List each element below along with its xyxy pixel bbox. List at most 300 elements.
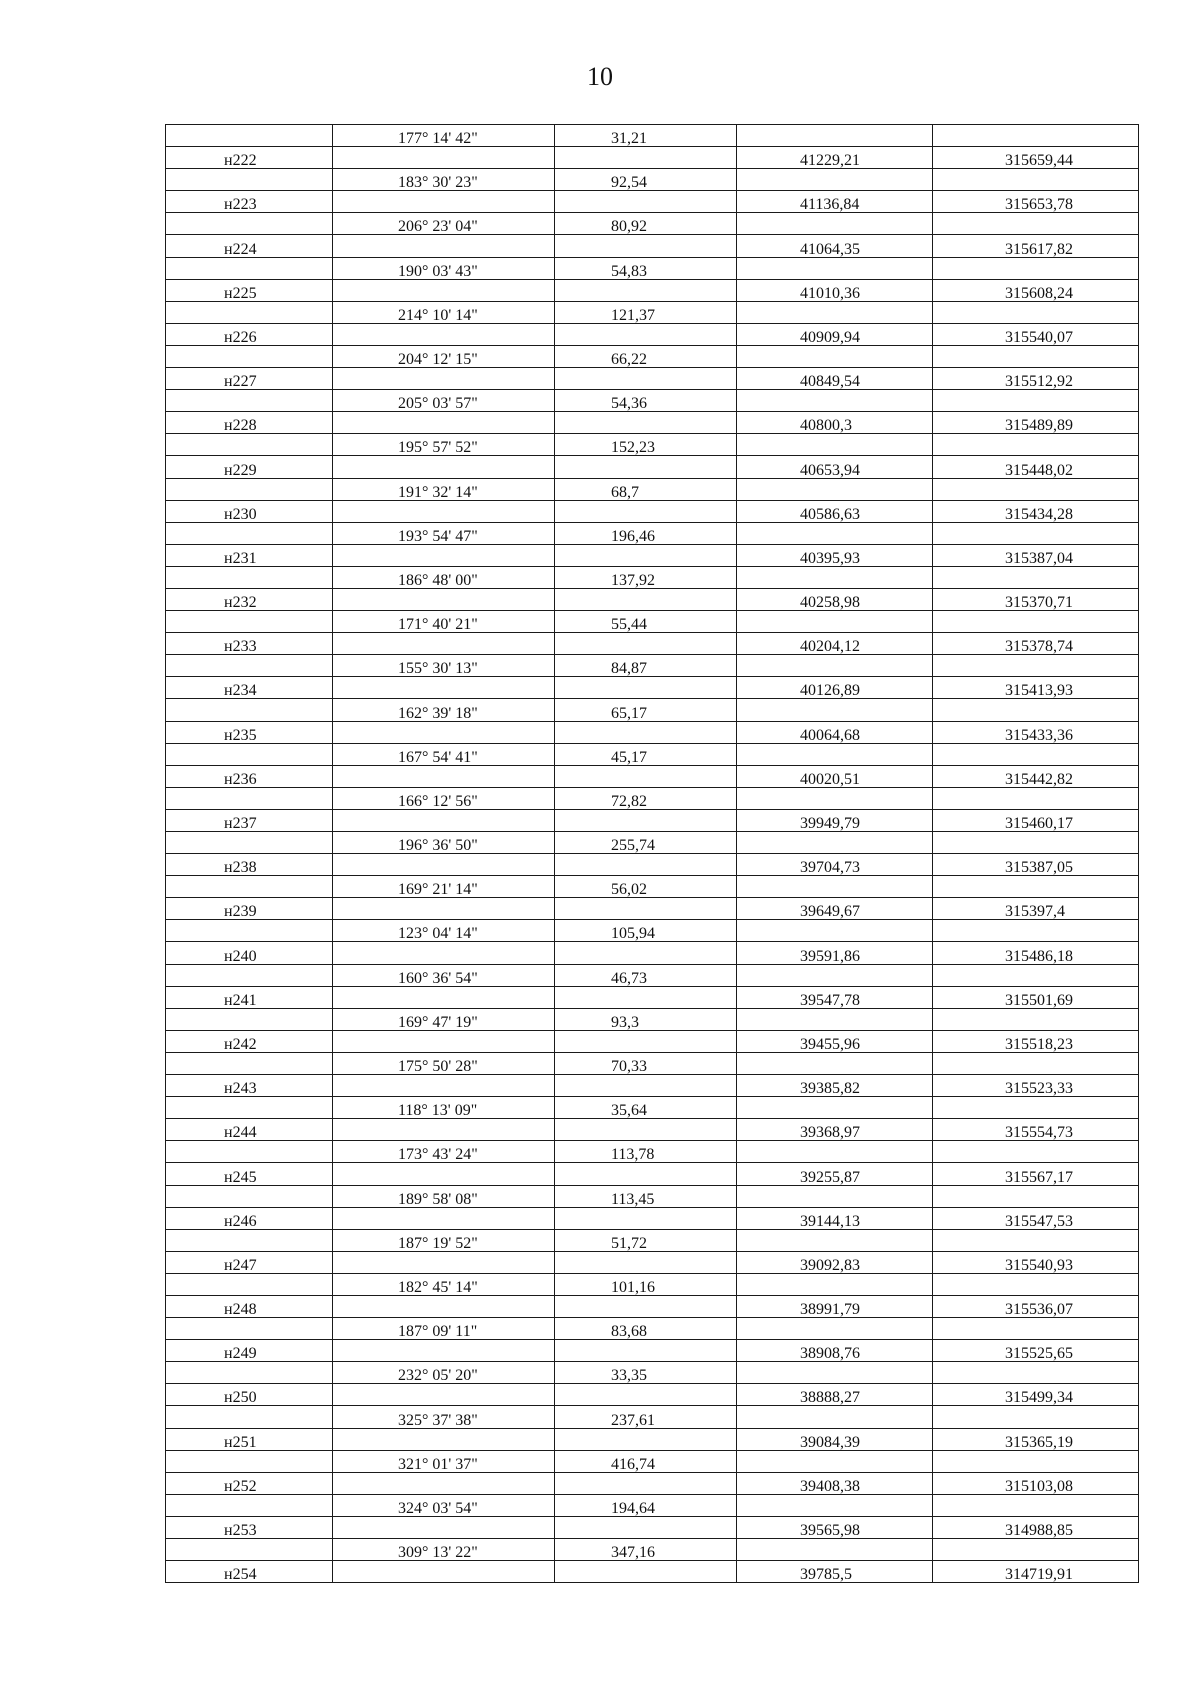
bearing-cell-empty: [333, 1384, 555, 1406]
point-name-cell: н237: [166, 809, 333, 831]
x-coordinate-cell: 39565,98: [737, 1516, 933, 1538]
distance-cell-empty: [555, 1472, 737, 1494]
point-cell-empty: [166, 1406, 333, 1428]
segment-row: [166, 920, 1139, 942]
point-cell-empty: [166, 1450, 333, 1472]
point-row: [166, 235, 1139, 257]
distance-cell-empty: [555, 1251, 737, 1273]
bearing-cell: 160° 36' 54": [333, 964, 555, 986]
distance-cell: 55,44: [555, 611, 737, 633]
x-cell-empty: [737, 390, 933, 412]
y-cell-empty: [933, 832, 1139, 854]
distance-cell-empty: [555, 588, 737, 610]
segment-row: [166, 832, 1139, 854]
bearing-cell: 214° 10' 14": [333, 301, 555, 323]
y-cell-empty: [933, 699, 1139, 721]
x-cell-empty: [737, 1097, 933, 1119]
bearing-cell-empty: [333, 412, 555, 434]
distance-cell-empty: [555, 854, 737, 876]
point-cell-empty: [166, 257, 333, 279]
x-cell-empty: [737, 1141, 933, 1163]
bearing-cell-empty: [333, 500, 555, 522]
segment-row: [166, 1052, 1139, 1074]
y-coordinate-cell: 315499,34: [933, 1384, 1139, 1406]
segment-row: [166, 1450, 1139, 1472]
y-cell-empty: [933, 743, 1139, 765]
bearing-cell: 205° 03' 57": [333, 390, 555, 412]
segment-row: [166, 257, 1139, 279]
bearing-cell: 123° 04' 14": [333, 920, 555, 942]
point-row: [166, 898, 1139, 920]
point-cell-empty: [166, 699, 333, 721]
point-name-cell: н249: [166, 1340, 333, 1362]
x-coordinate-cell: 41229,21: [737, 147, 933, 169]
distance-cell: 46,73: [555, 964, 737, 986]
bearing-cell-empty: [333, 1119, 555, 1141]
segment-row: [166, 1362, 1139, 1384]
point-cell-empty: [166, 434, 333, 456]
y-cell-empty: [933, 301, 1139, 323]
segment-row: [166, 1494, 1139, 1516]
distance-cell: 56,02: [555, 876, 737, 898]
y-coordinate-cell: 315489,89: [933, 412, 1139, 434]
y-coordinate-cell: 315370,71: [933, 588, 1139, 610]
y-cell-empty: [933, 1539, 1139, 1561]
y-coordinate-cell: 315518,23: [933, 1030, 1139, 1052]
y-cell-empty: [933, 566, 1139, 588]
y-cell-empty: [933, 1318, 1139, 1340]
bearing-cell: 191° 32' 14": [333, 478, 555, 500]
point-name-cell: н229: [166, 456, 333, 478]
x-cell-empty: [737, 655, 933, 677]
segment-row: [166, 1008, 1139, 1030]
point-row: [166, 588, 1139, 610]
x-coordinate-cell: 39144,13: [737, 1207, 933, 1229]
point-cell-empty: [166, 876, 333, 898]
distance-cell-empty: [555, 1516, 737, 1538]
y-coordinate-cell: 315397,4: [933, 898, 1139, 920]
distance-cell-empty: [555, 544, 737, 566]
point-row: [166, 1207, 1139, 1229]
bearing-cell-empty: [333, 1428, 555, 1450]
y-cell-empty: [933, 257, 1139, 279]
point-row: [166, 191, 1139, 213]
bearing-cell: 309° 13' 22": [333, 1539, 555, 1561]
y-cell-empty: [933, 390, 1139, 412]
bearing-cell: 171° 40' 21": [333, 611, 555, 633]
point-cell-empty: [166, 1052, 333, 1074]
point-cell-empty: [166, 787, 333, 809]
point-cell-empty: [166, 1318, 333, 1340]
point-name-cell: н240: [166, 942, 333, 964]
bearing-cell-empty: [333, 721, 555, 743]
x-coordinate-cell: 39368,97: [737, 1119, 933, 1141]
y-coordinate-cell: 315486,18: [933, 942, 1139, 964]
segment-row: [166, 611, 1139, 633]
x-coordinate-cell: 39547,78: [737, 986, 933, 1008]
y-coordinate-cell: 315434,28: [933, 500, 1139, 522]
y-coordinate-cell: 315547,53: [933, 1207, 1139, 1229]
point-row: [166, 279, 1139, 301]
x-cell-empty: [737, 1406, 933, 1428]
point-row: [166, 544, 1139, 566]
point-name-cell: н243: [166, 1075, 333, 1097]
bearing-cell: 204° 12' 15": [333, 345, 555, 367]
point-cell-empty: [166, 390, 333, 412]
x-cell-empty: [737, 1539, 933, 1561]
bearing-cell-empty: [333, 1207, 555, 1229]
segment-row: [166, 743, 1139, 765]
distance-cell-empty: [555, 809, 737, 831]
bearing-cell: 169° 47' 19": [333, 1008, 555, 1030]
x-coordinate-cell: 39704,73: [737, 854, 933, 876]
bearing-cell-empty: [333, 1472, 555, 1494]
x-cell-empty: [737, 1273, 933, 1295]
distance-cell: 196,46: [555, 522, 737, 544]
y-coordinate-cell: 315103,08: [933, 1472, 1139, 1494]
distance-cell-empty: [555, 721, 737, 743]
segment-row: [166, 655, 1139, 677]
x-coordinate-cell: 40258,98: [737, 588, 933, 610]
point-name-cell: н248: [166, 1295, 333, 1317]
distance-cell-empty: [555, 235, 737, 257]
point-name-cell: н247: [166, 1251, 333, 1273]
y-cell-empty: [933, 876, 1139, 898]
point-name-cell: н251: [166, 1428, 333, 1450]
distance-cell: 33,35: [555, 1362, 737, 1384]
point-row: [166, 1340, 1139, 1362]
x-coordinate-cell: 39785,5: [737, 1561, 933, 1583]
distance-cell-empty: [555, 191, 737, 213]
point-name-cell: н225: [166, 279, 333, 301]
distance-cell: 121,37: [555, 301, 737, 323]
x-coordinate-cell: 40064,68: [737, 721, 933, 743]
y-cell-empty: [933, 1406, 1139, 1428]
coordinates-table-body: [166, 125, 1139, 1583]
distance-cell: 105,94: [555, 920, 737, 942]
x-coordinate-cell: 39408,38: [737, 1472, 933, 1494]
y-cell-empty: [933, 169, 1139, 191]
bearing-cell-empty: [333, 235, 555, 257]
y-coordinate-cell: 315536,07: [933, 1295, 1139, 1317]
bearing-cell: 155° 30' 13": [333, 655, 555, 677]
y-cell-empty: [933, 434, 1139, 456]
bearing-cell-empty: [333, 1295, 555, 1317]
segment-row: [166, 1185, 1139, 1207]
distance-cell: 80,92: [555, 213, 737, 235]
point-cell-empty: [166, 964, 333, 986]
distance-cell: 255,74: [555, 832, 737, 854]
y-coordinate-cell: 315442,82: [933, 765, 1139, 787]
segment-row: [166, 478, 1139, 500]
x-cell-empty: [737, 1450, 933, 1472]
x-coordinate-cell: 40909,94: [737, 323, 933, 345]
distance-cell-empty: [555, 1384, 737, 1406]
bearing-cell-empty: [333, 942, 555, 964]
segment-row: [166, 787, 1139, 809]
y-coordinate-cell: 315460,17: [933, 809, 1139, 831]
bearing-cell: 166° 12' 56": [333, 787, 555, 809]
point-name-cell: н224: [166, 235, 333, 257]
distance-cell: 84,87: [555, 655, 737, 677]
point-cell-empty: [166, 522, 333, 544]
distance-cell: 416,74: [555, 1450, 737, 1472]
distance-cell: 45,17: [555, 743, 737, 765]
bearing-cell-empty: [333, 456, 555, 478]
x-cell-empty: [737, 169, 933, 191]
bearing-cell-empty: [333, 1163, 555, 1185]
distance-cell-empty: [555, 1163, 737, 1185]
x-cell-empty: [737, 522, 933, 544]
distance-cell: 72,82: [555, 787, 737, 809]
x-cell-empty: [737, 125, 933, 147]
x-cell-empty: [737, 1318, 933, 1340]
x-coordinate-cell: 39385,82: [737, 1075, 933, 1097]
point-cell-empty: [166, 920, 333, 942]
point-cell-empty: [166, 1185, 333, 1207]
point-name-cell: н231: [166, 544, 333, 566]
y-coordinate-cell: 315608,24: [933, 279, 1139, 301]
point-row: [166, 368, 1139, 390]
distance-cell-empty: [555, 677, 737, 699]
distance-cell-empty: [555, 323, 737, 345]
bearing-cell: 169° 21' 14": [333, 876, 555, 898]
point-cell-empty: [166, 566, 333, 588]
y-cell-empty: [933, 1450, 1139, 1472]
segment-row: [166, 1406, 1139, 1428]
segment-row: [166, 1273, 1139, 1295]
point-row: [166, 633, 1139, 655]
point-name-cell: н227: [166, 368, 333, 390]
y-cell-empty: [933, 1185, 1139, 1207]
x-cell-empty: [737, 1052, 933, 1074]
segment-row: [166, 213, 1139, 235]
point-row: [166, 942, 1139, 964]
x-cell-empty: [737, 876, 933, 898]
bearing-cell-empty: [333, 854, 555, 876]
distance-cell: 137,92: [555, 566, 737, 588]
y-coordinate-cell: 315659,44: [933, 147, 1139, 169]
x-cell-empty: [737, 1185, 933, 1207]
point-cell-empty: [166, 213, 333, 235]
y-coordinate-cell: 315567,17: [933, 1163, 1139, 1185]
distance-cell-empty: [555, 633, 737, 655]
distance-cell-empty: [555, 898, 737, 920]
bearing-cell-empty: [333, 279, 555, 301]
x-coordinate-cell: 40395,93: [737, 544, 933, 566]
x-coordinate-cell: 40653,94: [737, 456, 933, 478]
x-cell-empty: [737, 743, 933, 765]
x-coordinate-cell: 39455,96: [737, 1030, 933, 1052]
segment-row: [166, 390, 1139, 412]
x-coordinate-cell: 38908,76: [737, 1340, 933, 1362]
point-row: [166, 323, 1139, 345]
y-cell-empty: [933, 1229, 1139, 1251]
x-coordinate-cell: 40020,51: [737, 765, 933, 787]
distance-cell: 237,61: [555, 1406, 737, 1428]
point-name-cell: н253: [166, 1516, 333, 1538]
bearing-cell: 175° 50' 28": [333, 1052, 555, 1074]
point-row: [166, 1384, 1139, 1406]
y-cell-empty: [933, 1141, 1139, 1163]
point-row: [166, 1295, 1139, 1317]
distance-cell-empty: [555, 942, 737, 964]
y-coordinate-cell: 315540,07: [933, 323, 1139, 345]
segment-row: [166, 876, 1139, 898]
point-name-cell: н241: [166, 986, 333, 1008]
bearing-cell-empty: [333, 1516, 555, 1538]
segment-row: [166, 301, 1139, 323]
bearing-cell-empty: [333, 1561, 555, 1583]
point-name-cell: н245: [166, 1163, 333, 1185]
bearing-cell: 187° 19' 52": [333, 1229, 555, 1251]
x-cell-empty: [737, 832, 933, 854]
page-number: 10: [587, 62, 613, 91]
y-coordinate-cell: 315378,74: [933, 633, 1139, 655]
distance-cell: 152,23: [555, 434, 737, 456]
point-cell-empty: [166, 1097, 333, 1119]
bearing-cell-empty: [333, 809, 555, 831]
distance-cell-empty: [555, 765, 737, 787]
point-name-cell: н232: [166, 588, 333, 610]
bearing-cell: 189° 58' 08": [333, 1185, 555, 1207]
x-cell-empty: [737, 257, 933, 279]
distance-cell: 194,64: [555, 1494, 737, 1516]
point-cell-empty: [166, 611, 333, 633]
bearing-cell: 324° 03' 54": [333, 1494, 555, 1516]
bearing-cell-empty: [333, 1075, 555, 1097]
x-coordinate-cell: 39092,83: [737, 1251, 933, 1273]
bearing-cell: 187° 09' 11": [333, 1318, 555, 1340]
distance-cell: 101,16: [555, 1273, 737, 1295]
point-cell-empty: [166, 1273, 333, 1295]
y-cell-empty: [933, 1273, 1139, 1295]
segment-row: [166, 1229, 1139, 1251]
point-row: [166, 412, 1139, 434]
bearing-cell: 183° 30' 23": [333, 169, 555, 191]
bearing-cell-empty: [333, 633, 555, 655]
distance-cell: 51,72: [555, 1229, 737, 1251]
bearing-cell: 321° 01' 37": [333, 1450, 555, 1472]
y-coordinate-cell: 314719,91: [933, 1561, 1139, 1583]
point-cell-empty: [166, 478, 333, 500]
segment-row: [166, 169, 1139, 191]
x-coordinate-cell: 40800,3: [737, 412, 933, 434]
point-row: [166, 765, 1139, 787]
x-cell-empty: [737, 301, 933, 323]
point-name-cell: н246: [166, 1207, 333, 1229]
distance-cell: 113,45: [555, 1185, 737, 1207]
distance-cell-empty: [555, 147, 737, 169]
point-row: [166, 1516, 1139, 1538]
point-name-cell: н222: [166, 147, 333, 169]
point-name-cell: н226: [166, 323, 333, 345]
point-name-cell: н234: [166, 677, 333, 699]
bearing-cell-empty: [333, 986, 555, 1008]
x-cell-empty: [737, 213, 933, 235]
y-cell-empty: [933, 655, 1139, 677]
bearing-cell: 206° 23' 04": [333, 213, 555, 235]
bearing-cell-empty: [333, 898, 555, 920]
bearing-cell-empty: [333, 1340, 555, 1362]
distance-cell: 68,7: [555, 478, 737, 500]
distance-cell-empty: [555, 1075, 737, 1097]
distance-cell: 35,64: [555, 1097, 737, 1119]
y-cell-empty: [933, 1362, 1139, 1384]
bearing-cell: 190° 03' 43": [333, 257, 555, 279]
bearing-cell: 167° 54' 41": [333, 743, 555, 765]
x-coordinate-cell: 39949,79: [737, 809, 933, 831]
point-name-cell: н233: [166, 633, 333, 655]
x-coordinate-cell: 39084,39: [737, 1428, 933, 1450]
x-cell-empty: [737, 1229, 933, 1251]
y-cell-empty: [933, 522, 1139, 544]
distance-cell-empty: [555, 412, 737, 434]
y-coordinate-cell: 315540,93: [933, 1251, 1139, 1273]
x-cell-empty: [737, 434, 933, 456]
distance-cell-empty: [555, 279, 737, 301]
y-cell-empty: [933, 345, 1139, 367]
distance-cell: 70,33: [555, 1052, 737, 1074]
point-row: [166, 1163, 1139, 1185]
segment-row: [166, 345, 1139, 367]
distance-cell: 347,16: [555, 1539, 737, 1561]
distance-cell-empty: [555, 1561, 737, 1583]
x-coordinate-cell: 40849,54: [737, 368, 933, 390]
point-cell-empty: [166, 1539, 333, 1561]
point-cell-empty: [166, 655, 333, 677]
y-coordinate-cell: 315365,19: [933, 1428, 1139, 1450]
x-cell-empty: [737, 920, 933, 942]
x-coordinate-cell: 40586,63: [737, 500, 933, 522]
bearing-cell: 182° 45' 14": [333, 1273, 555, 1295]
segment-row: [166, 566, 1139, 588]
point-name-cell: н239: [166, 898, 333, 920]
x-cell-empty: [737, 1008, 933, 1030]
point-cell-empty: [166, 1141, 333, 1163]
distance-cell: 54,36: [555, 390, 737, 412]
x-cell-empty: [737, 964, 933, 986]
x-coordinate-cell: 40204,12: [737, 633, 933, 655]
bearing-cell-empty: [333, 1030, 555, 1052]
y-cell-empty: [933, 1097, 1139, 1119]
distance-cell: 92,54: [555, 169, 737, 191]
bearing-cell: 177° 14' 42": [333, 125, 555, 147]
distance-cell: 54,83: [555, 257, 737, 279]
distance-cell: 66,22: [555, 345, 737, 367]
y-cell-empty: [933, 1008, 1139, 1030]
point-name-cell: н244: [166, 1119, 333, 1141]
x-coordinate-cell: 41010,36: [737, 279, 933, 301]
x-coordinate-cell: 39591,86: [737, 942, 933, 964]
segment-row: [166, 434, 1139, 456]
x-cell-empty: [737, 1494, 933, 1516]
x-cell-empty: [737, 699, 933, 721]
point-name-cell: н238: [166, 854, 333, 876]
bearing-cell-empty: [333, 588, 555, 610]
y-cell-empty: [933, 787, 1139, 809]
x-cell-empty: [737, 611, 933, 633]
point-row: [166, 1075, 1139, 1097]
bearing-cell-empty: [333, 677, 555, 699]
segment-row: [166, 522, 1139, 544]
distance-cell-empty: [555, 1207, 737, 1229]
point-row: [166, 1030, 1139, 1052]
bearing-cell-empty: [333, 191, 555, 213]
x-cell-empty: [737, 478, 933, 500]
y-coordinate-cell: 315387,04: [933, 544, 1139, 566]
bearing-cell-empty: [333, 323, 555, 345]
